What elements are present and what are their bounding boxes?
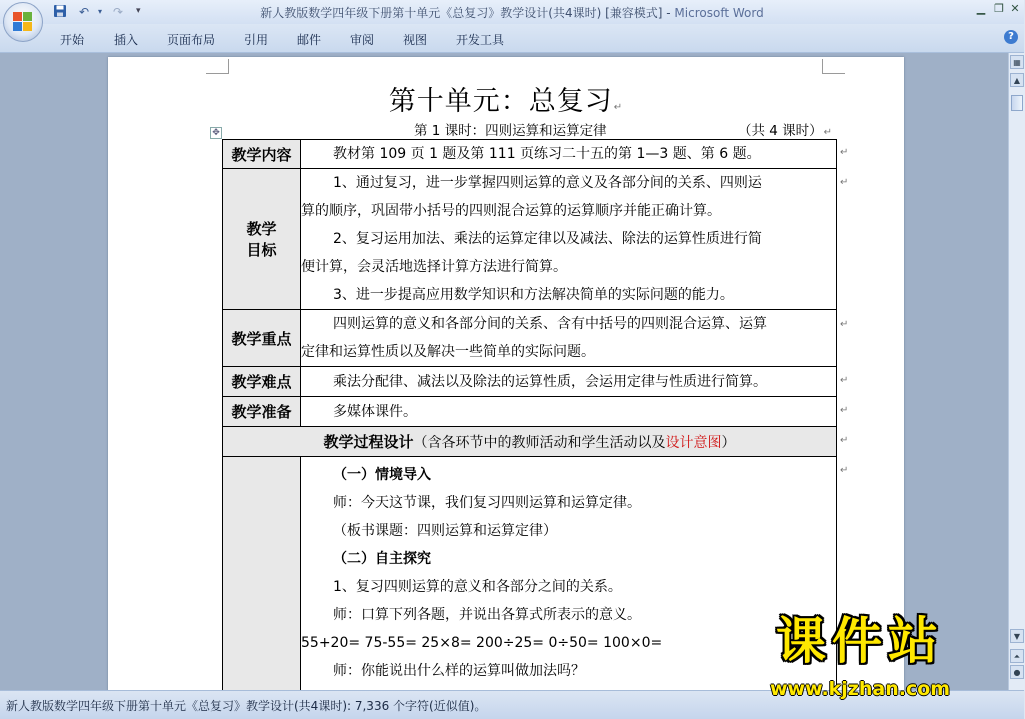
goal-line: 1、通过复习，进一步掌握四则运算的意义及各部分间的关系、四则运 <box>333 175 762 191</box>
preparation-text: 多媒体课件。 <box>333 403 417 420</box>
row-end-mark: ↵ <box>840 375 849 386</box>
process-header-end: ） <box>721 435 736 451</box>
undo-icon[interactable]: ↶ <box>78 5 90 19</box>
table-move-handle-icon[interactable]: ✥ <box>210 127 222 139</box>
previous-page-icon[interactable]: ⏶ <box>1010 649 1024 663</box>
tab-page-layout[interactable]: 页面布局 <box>167 33 216 47</box>
row-end-mark: ↵ <box>840 319 849 330</box>
content-cell <box>301 140 837 169</box>
preparation-cell <box>301 397 837 427</box>
row-end-mark: ↵ <box>840 435 849 446</box>
crop-mark <box>822 59 845 74</box>
paragraph-mark: ↵ <box>613 102 624 113</box>
office-button[interactable] <box>3 2 43 42</box>
row-end-mark: ↵ <box>840 147 849 158</box>
label-difficulties: 教学难点 <box>223 367 301 397</box>
table-row <box>223 367 837 397</box>
customize-toolbar-icon[interactable]: ▾ <box>136 6 141 16</box>
goal-line: 便计算，会灵活地选择计算方法进行简算。 <box>301 259 567 275</box>
watermark-url: www.kjzhan.com <box>770 678 951 700</box>
process-line: （一）情境导入 <box>333 467 431 483</box>
tab-developer[interactable]: 开发工具 <box>456 33 505 47</box>
title-bar <box>0 0 1024 24</box>
process-line: 55+20= 75-55= 25×8= 200÷25= 0÷50= 100×0= <box>301 635 663 651</box>
process-header-title: 教学过程设计 <box>323 433 414 451</box>
watermark-logo: 课件站 <box>776 612 944 670</box>
undo-dropdown-icon[interactable]: ▾ <box>97 7 102 16</box>
process-cell <box>301 457 837 717</box>
tab-home[interactable]: 开始 <box>60 33 85 47</box>
document-area[interactable] <box>0 53 1008 690</box>
process-line: 1、复习四则运算的意义和各部分之间的关系。 <box>333 579 622 595</box>
tab-references[interactable]: 引用 <box>244 33 269 47</box>
process-line: 师：你能说出什么样的运算叫做加法吗？ <box>333 663 585 679</box>
label-goals <box>223 169 301 310</box>
heading-text: 第十单元：总复习 <box>388 86 613 117</box>
lesson-plan-table <box>222 139 837 717</box>
process-header <box>223 427 837 457</box>
goals-cell <box>301 169 837 310</box>
process-line: （板书课题：四则运算和运算定律） <box>333 523 557 539</box>
content-text: 教材第 109 页 1 题及第 111 页练习二十五的第 1—3 题、第 6 题。 <box>333 146 761 162</box>
tab-view[interactable]: 视图 <box>403 33 428 47</box>
key-points-cell <box>301 310 837 367</box>
table-row <box>223 310 837 367</box>
scroll-up-icon[interactable]: ▲ <box>1010 73 1024 87</box>
scroll-down-icon[interactable]: ▼ <box>1010 629 1024 643</box>
goal-line: 3、进一步提高应用数学知识和方法解决简单的实际问题的能力。 <box>333 287 734 303</box>
row-end-mark: ↵ <box>840 177 849 188</box>
key-point-line: 定律和运算性质以及解决一些简单的实际问题。 <box>301 344 595 360</box>
process-header-note: （含各环节中的教师活动和学生活动以及 <box>413 435 666 451</box>
scrollbar-thumb[interactable] <box>1011 95 1023 111</box>
label-content: 教学内容 <box>223 140 301 169</box>
table-row <box>223 169 837 310</box>
browse-object-icon[interactable]: ● <box>1010 665 1024 679</box>
label-key-points: 教学重点 <box>223 310 301 367</box>
lesson-subtitle: 第 1 课时：四则运算和运算定律 <box>414 123 607 139</box>
status-text: 新人教版数学四年级下册第十单元《总复习》教学设计(共4课时): 7,336 个字符(近似值)。 <box>6 699 487 713</box>
office-logo-icon <box>13 12 33 32</box>
redo-icon[interactable]: ↷ <box>112 5 124 19</box>
goal-line: 2、复习运用加法、乘法的运算定律以及减法、除法的运算性质进行简 <box>333 231 762 247</box>
table-row <box>223 427 837 457</box>
close-icon[interactable]: ✕ <box>1010 2 1020 15</box>
lesson-count-text: （共 4 课时） <box>738 123 823 139</box>
difficulties-text: 乘法分配律、减法以及除法的运算性质，会运用定律与性质进行简算。 <box>333 373 767 390</box>
table-row <box>223 397 837 427</box>
row-end-mark: ↵ <box>840 465 849 476</box>
row-end-mark: ↵ <box>840 405 849 416</box>
app-name: Microsoft Word <box>674 6 764 20</box>
ruler-toggle-icon[interactable]: ▦ <box>1010 55 1024 69</box>
process-line: 师：口算下列各题，并说出各算式所表示的意义。 <box>333 607 641 623</box>
document-name: 新人教版数学四年级下册第十单元《总复习》教学设计(共4课时) [兼容模式] - <box>260 6 675 20</box>
key-point-line: 四则运算的意义和各部分间的关系、含有中括号的四则混合运算、运算 <box>333 316 767 332</box>
goals-label-line: 目标 <box>246 241 277 259</box>
process-line: （二）自主探究 <box>333 551 431 567</box>
help-icon[interactable]: ? <box>1004 30 1018 44</box>
paragraph-mark: ↵ <box>823 127 833 138</box>
difficulties-cell <box>301 367 837 397</box>
goals-label-line: 教学 <box>246 220 277 238</box>
window-title <box>0 4 1024 21</box>
table-row <box>223 457 837 717</box>
ribbon-tabs <box>0 24 1024 53</box>
tab-review[interactable]: 审阅 <box>350 33 375 47</box>
tab-mailings[interactable]: 邮件 <box>297 33 322 47</box>
restore-icon[interactable]: ❐ <box>994 2 1004 15</box>
document-heading <box>108 79 904 118</box>
minimize-icon[interactable]: ▁ <box>976 2 986 15</box>
label-preparation: 教学准备 <box>223 397 301 427</box>
process-header-highlight: 设计意图 <box>665 435 722 451</box>
process-line: 师：今天这节课，我们复习四则运算和运算定律。 <box>333 495 641 511</box>
tab-insert[interactable]: 插入 <box>114 33 139 47</box>
goal-line: 算的顺序，巩固带小括号的四则混合运算的运算顺序并能正确计算。 <box>301 203 721 219</box>
lesson-count <box>738 119 832 139</box>
process-label-cell <box>223 457 301 717</box>
vertical-scrollbar[interactable] <box>1008 53 1025 690</box>
crop-mark <box>206 59 229 74</box>
table-row <box>223 140 837 169</box>
